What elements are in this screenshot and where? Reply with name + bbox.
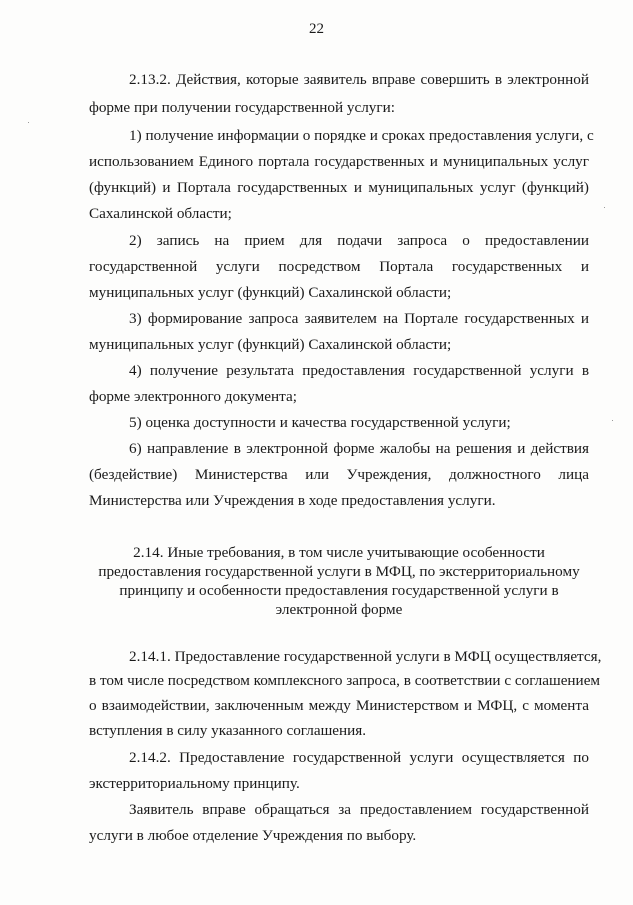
text-line: форме электронного документа; (89, 388, 297, 405)
scan-speck (612, 420, 613, 421)
text-line: 4) получение результата предоставления государственной услуги в (129, 362, 589, 379)
text-line: 2.13.2. Действия, которые заявитель вправе совершить в электронной (129, 71, 589, 88)
section-heading-line: принципу и особенности предоставления государственной услуги в (119, 582, 559, 599)
text-line: муниципальных услуг (функций) Сахалинской области; (89, 336, 452, 353)
section-heading-line: 2.14. Иные требования, в том числе учитывающие особенности (133, 544, 545, 561)
text-line: 2.14.1. Предоставление государственной услуги в МФЦ осуществляется, (129, 648, 602, 665)
text-line: 2) запись на прием для подачи запроса о предоставлении (129, 232, 589, 249)
text-line: (функций) и Портала государственных и муниципальных услуг (функций) (89, 179, 589, 196)
text-line: о взаимодействии, заключенным между Министерством и МФЦ, с момента (89, 697, 589, 714)
text-line: (бездействие) Министерства или Учреждения, должностного лица (89, 466, 589, 483)
text-line: Сахалинской области; (89, 205, 232, 222)
text-line: использованием Единого портала государственных и муниципальных услуг (89, 153, 589, 170)
section-heading-line: электронной форме (275, 601, 403, 618)
text-line: экстерриториальному принципу. (89, 775, 300, 792)
text-line: в том числе посредством комплексного запроса, в соответствии с соглашением (89, 672, 601, 689)
text-line: услуги в любое отделение Учреждения по выбору. (89, 827, 417, 844)
text-line: Министерства или Учреждения в ходе предоставления услуги. (89, 492, 496, 509)
text-line: Заявитель вправе обращаться за предоставлением государственной (129, 801, 589, 818)
text-line: 6) направление в электронной форме жалобы на решения и действия (129, 440, 589, 457)
scan-speck (28, 122, 29, 123)
text-line: 1) получение информации о порядке и сроках предоставления услуги, с (129, 127, 594, 144)
text-line: вступления в силу указанного соглашения. (89, 722, 367, 739)
text-line: 5) оценка доступности и качества государственной услуги; (129, 414, 511, 431)
scan-speck (604, 207, 605, 208)
text-line: муниципальных услуг (функций) Сахалинской области; (89, 284, 452, 301)
text-line: 3) формирование запроса заявителем на Портале государственных и (129, 310, 589, 327)
text-line: государственной услуги посредством Портала государственных и (89, 258, 589, 275)
section-heading-line: предоставления государственной услуги в МФЦ, по экстерриториальному (98, 563, 580, 580)
text-line: 2.14.2. Предоставление государственной услуги осуществляется по (129, 749, 589, 766)
page-number: 22 (309, 21, 324, 37)
text-line: форме при получении государственной услуги: (89, 99, 395, 116)
